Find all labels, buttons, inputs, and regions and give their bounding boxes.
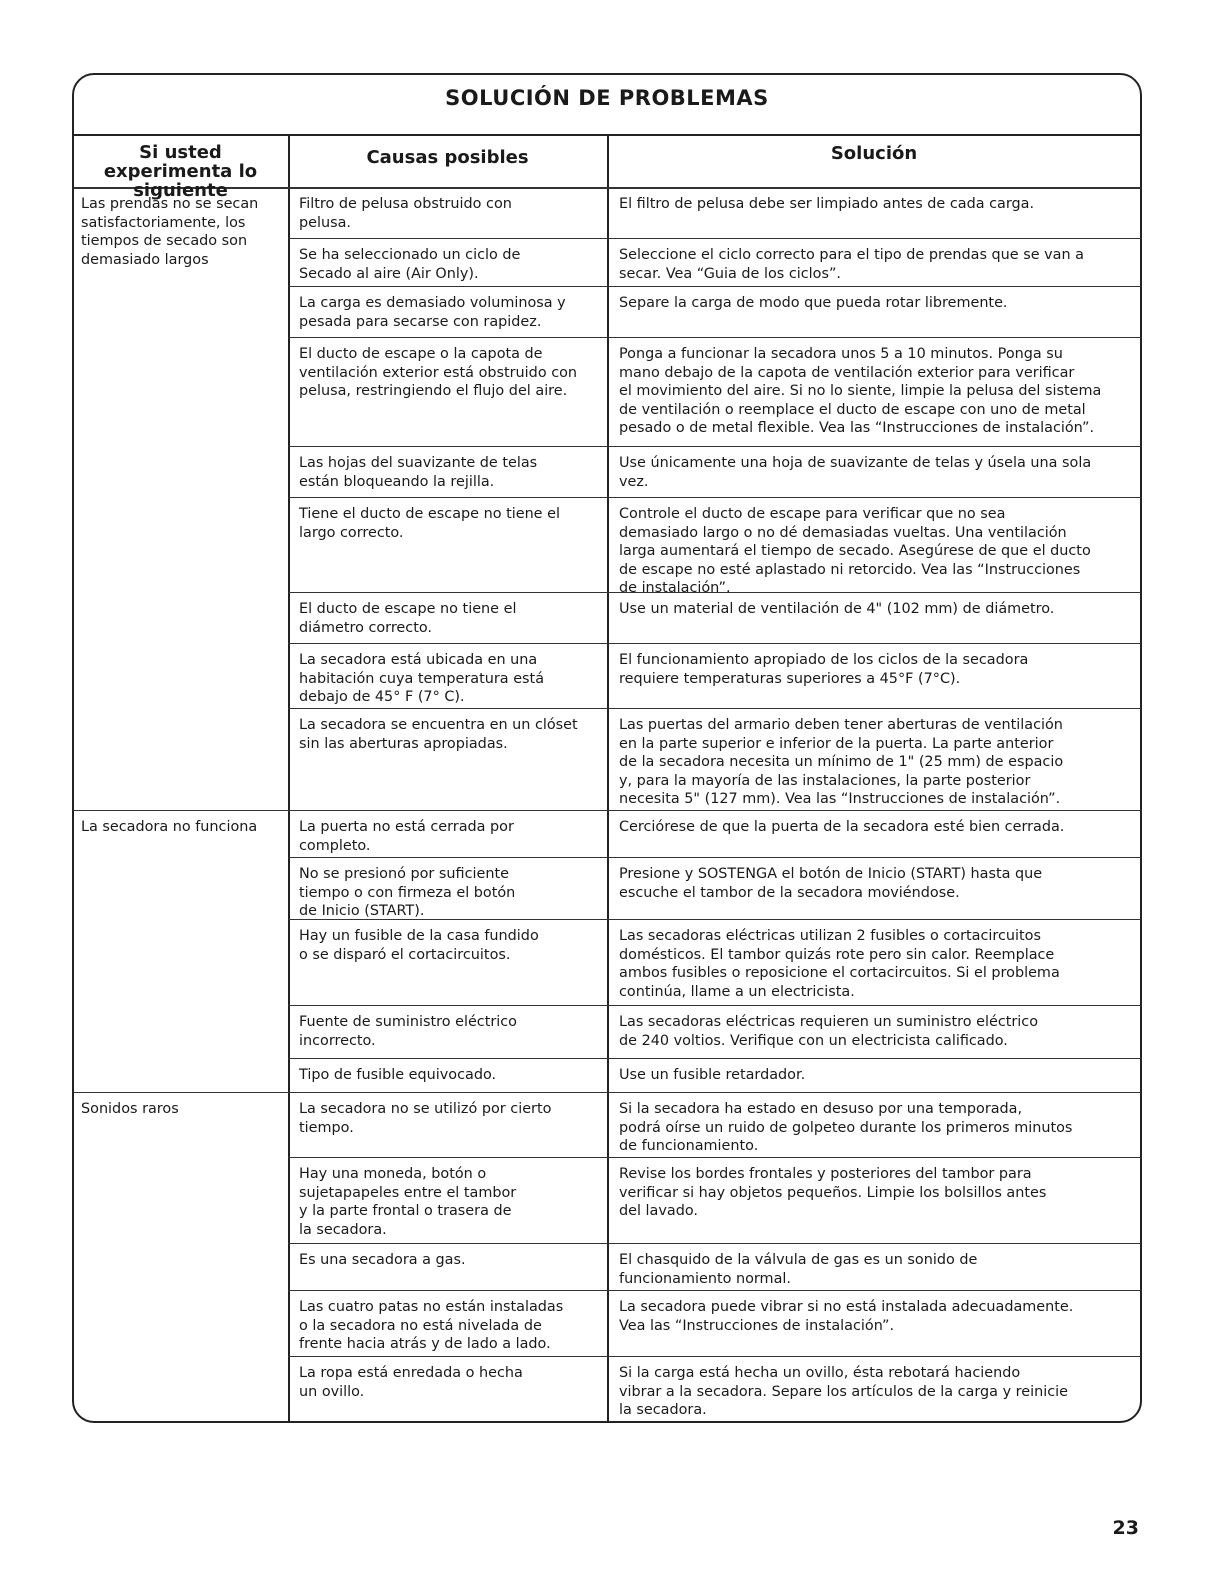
cause-cell: Tiene el ducto de escape no tiene el largo correcto.: [299, 506, 560, 541]
row-divider: [288, 857, 1141, 858]
cause-cell: Es una secadora a gas.: [299, 1252, 466, 1268]
cause-cell: El ducto de escape no tiene el diámetro correcto.: [299, 601, 517, 636]
cause-cell: Se ha seleccionado un ciclo de Secado al aire (Air Only).: [299, 247, 521, 282]
solution-cell: Si la carga está hecha un ovillo, ésta rebotará haciendo vibrar a la secadora. Separe los artículos de la carga y reinicie la secadora.: [619, 1365, 1068, 1418]
solution-cell: La secadora puede vibrar si no está instalada adecuadamente. Vea las “Instrucciones de instalación”.: [619, 1299, 1074, 1334]
cause-cell: La carga es demasiado voluminosa y pesada para secarse con rapidez.: [299, 295, 566, 330]
solution-cell: Si la secadora ha estado en desuso por una temporada, podrá oírse un ruido de golpeteo durante los primeros minutos de funcionamiento.: [619, 1101, 1073, 1154]
cause-cell: La secadora se encuentra en un clóset sin las aberturas apropiadas.: [299, 717, 578, 752]
row-divider: [288, 1157, 1141, 1158]
row-divider: [288, 1290, 1141, 1291]
solution-cell: Las puertas del armario deben tener aberturas de ventilación en la parte superior e inferior de la puerta. La parte anterior de la secadora necesita un mínimo de 1" (25 mm) de espacio y, para la mayoría de las instalaciones, la parte posterior necesita 5" (127 mm). Vea las “Instrucciones de instalación”.: [619, 717, 1064, 807]
cause-cell: Tipo de fusible equivocado.: [299, 1067, 497, 1083]
solution-cell: Cerciórese de que la puerta de la secadora esté bien cerrada.: [619, 819, 1065, 835]
solution-cell: Separe la carga de modo que pueda rotar libremente.: [619, 295, 1008, 311]
cause-cell: La ropa está enredada o hecha un ovillo.: [299, 1365, 523, 1400]
solution-cell: El funcionamiento apropiado de los ciclos de la secadora requiere temperaturas superiores a 45°F (7°C).: [619, 652, 1029, 687]
row-divider: [288, 337, 1141, 338]
row-divider: [288, 286, 1141, 287]
column-divider: [607, 134, 609, 1422]
row-divider: [288, 919, 1141, 920]
solution-cell: Use un fusible retardador.: [619, 1067, 806, 1083]
cause-cell: Las hojas del suavizante de telas están bloqueando la rejilla.: [299, 455, 538, 490]
row-divider: [288, 1243, 1141, 1244]
symptom-divider: [73, 1092, 1141, 1093]
page-number: 23: [1112, 1517, 1139, 1539]
row-divider: [288, 1058, 1141, 1059]
header-experience: Si usted experimenta lo siguiente: [103, 142, 258, 201]
row-divider: [288, 238, 1141, 239]
solution-cell: Ponga a funcionar la secadora unos 5 a 10 minutos. Ponga su mano debajo de la capota de ventilación exterior para verificar el movimiento del aire. Si no lo siente, limpie la pelusa del sistema de ventilación o reemplace el ducto de escape con uno de metal pesado o de metal flexible. Vea las “Instrucciones de instalación”.: [619, 346, 1102, 436]
row-divider: [288, 497, 1141, 498]
symptom-cell: La secadora no funciona: [81, 819, 258, 835]
solution-cell: Controle el ducto de escape para verificar que no sea demasiado largo o no dé demasiadas vueltas. Una ventilación larga aumentará el tiempo de secado. Asegúrese de que el ducto de escape no esté aplastado ni retorcido. Vea las “Instrucciones de instalación”.: [619, 506, 1091, 596]
cause-cell: La secadora está ubicada en una habitación cuya temperatura está debajo de 45° F (7° C).: [299, 652, 545, 705]
solution-cell: Revise los bordes frontales y posteriores del tambor para verificar si hay objetos pequeños. Limpie los bolsillos antes del lavado.: [619, 1166, 1047, 1219]
symptom-divider: [73, 810, 1141, 811]
cause-cell: No se presionó por suficiente tiempo o con firmeza el botón de Inicio (START).: [299, 866, 516, 919]
row-divider: [288, 708, 1141, 709]
solution-cell: Presione y SOSTENGA el botón de Inicio (START) hasta que escuche el tambor de la secadora moviéndose.: [619, 866, 1043, 901]
cause-cell: La puerta no está cerrada por completo.: [299, 819, 514, 854]
row-divider: [288, 1356, 1141, 1357]
solution-cell: El filtro de pelusa debe ser limpiado antes de cada carga.: [619, 196, 1035, 212]
row-divider: [288, 446, 1141, 447]
cause-cell: El ducto de escape o la capota de ventilación exterior está obstruido con pelusa, restringiendo el flujo del aire.: [299, 346, 578, 399]
symptom-cell: Sonidos raros: [81, 1101, 179, 1117]
row-divider: [288, 643, 1141, 644]
solution-cell: Use únicamente una hoja de suavizante de telas y úsela una sola vez.: [619, 455, 1092, 490]
cause-cell: Hay un fusible de la casa fundido o se disparó el cortacircuitos.: [299, 928, 539, 963]
header-solution: Solución: [830, 143, 918, 164]
row-divider: [288, 1005, 1141, 1006]
symptom-cell: Las prendas no se secan satisfactoriamente, los tiempos de secado son demasiado largos: [81, 196, 259, 268]
page-title: SOLUCIÓN DE PROBLEMAS: [445, 86, 769, 110]
cause-cell: La secadora no se utilizó por cierto tiempo.: [299, 1101, 552, 1136]
solution-cell: Use un material de ventilación de 4" (102 mm) de diámetro.: [619, 601, 1055, 617]
cause-cell: Fuente de suministro eléctrico incorrecto.: [299, 1014, 517, 1049]
solution-cell: Las secadoras eléctricas requieren un suministro eléctrico de 240 voltios. Verifique con un electricista calificado.: [619, 1014, 1039, 1049]
cause-cell: Hay una moneda, botón o sujetapapeles entre el tambor y la parte frontal o trasera de la secadora.: [299, 1166, 517, 1238]
solution-cell: El chasquido de la válvula de gas es un sonido de funcionamiento normal.: [619, 1252, 978, 1287]
solution-cell: Seleccione el ciclo correcto para el tipo de prendas que se van a secar. Vea “Guia de los ciclos”.: [619, 247, 1085, 282]
row-divider: [288, 592, 1141, 593]
column-divider: [288, 134, 290, 1422]
header-causes: Causas posibles: [366, 147, 529, 168]
solution-cell: Las secadoras eléctricas utilizan 2 fusibles o cortacircuitos domésticos. El tambor quizás rote pero sin calor. Reemplace ambos fusibles o reposicione el cortacircuitos. Si el problema continúa, llame a un electricista.: [619, 928, 1060, 1000]
cause-cell: Filtro de pelusa obstruido con pelusa.: [299, 196, 512, 231]
cause-cell: Las cuatro patas no están instaladas o la secadora no está nivelada de frente hacia atrás y de lado a lado.: [299, 1299, 564, 1352]
